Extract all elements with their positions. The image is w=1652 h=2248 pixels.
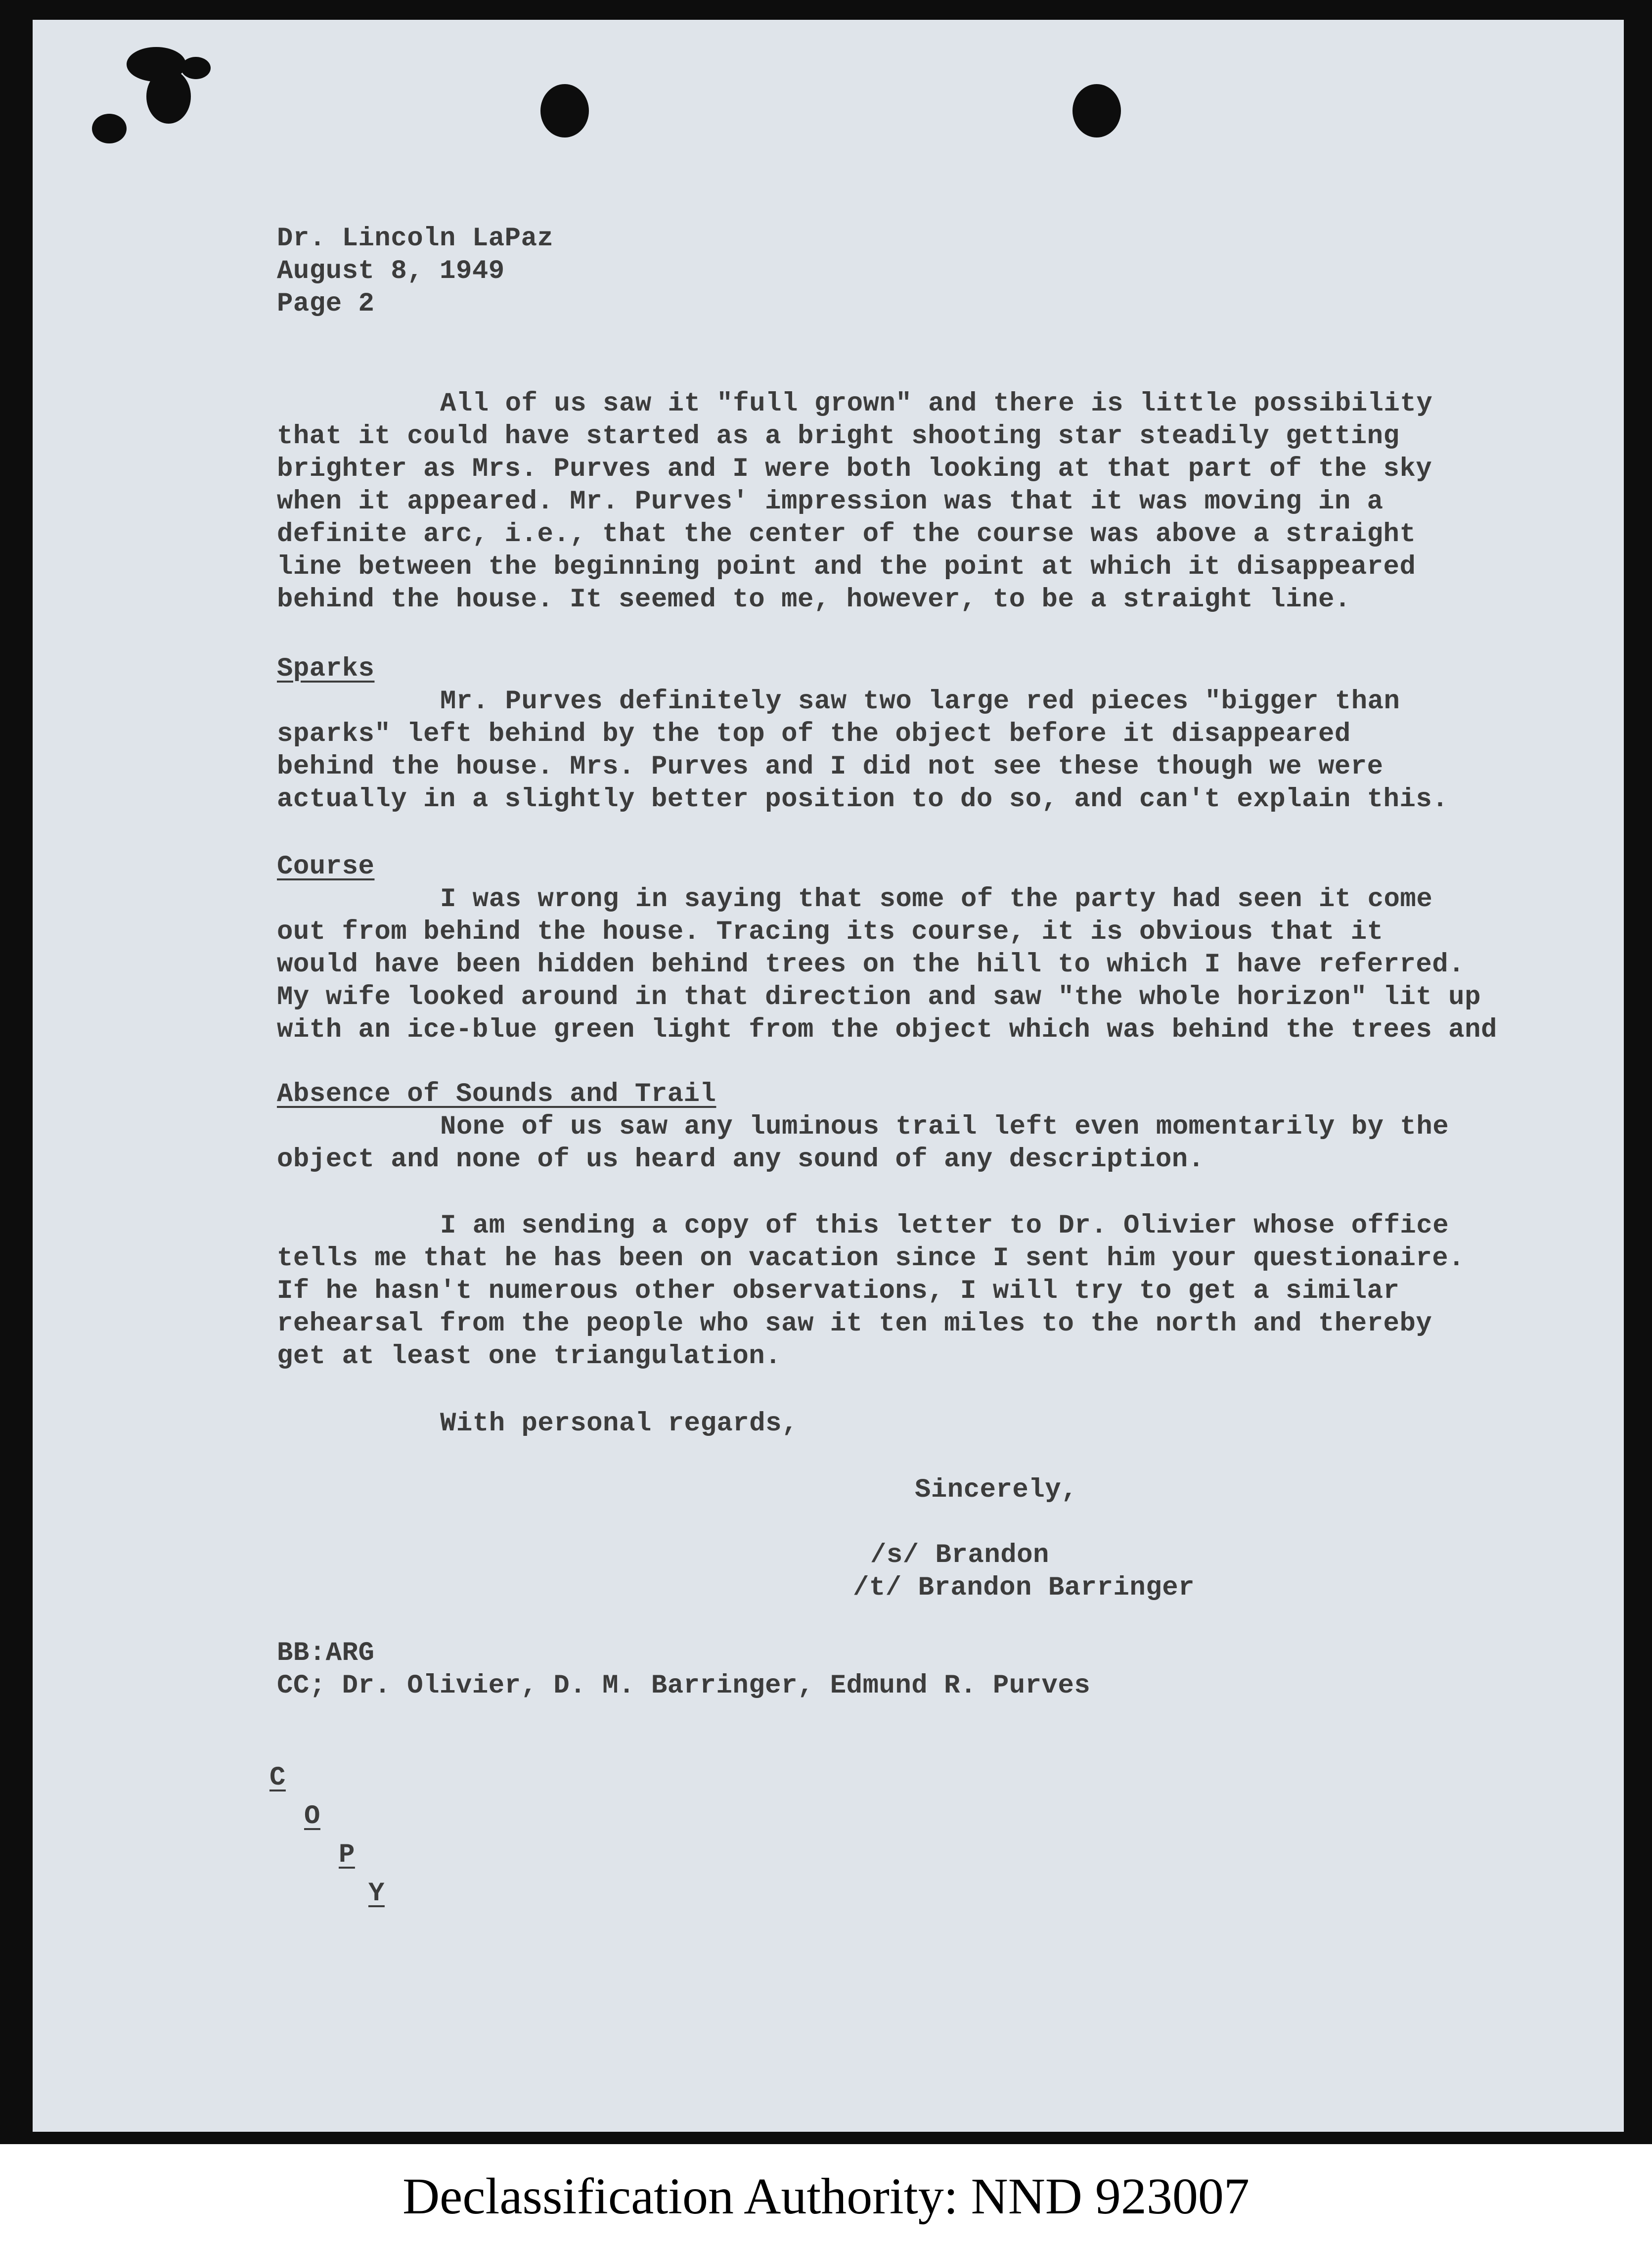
page-number: Page 2 — [277, 289, 375, 319]
torn-corner — [181, 57, 211, 79]
paragraph-line: would have been hidden behind trees on the hill to which I have referred. — [277, 950, 1465, 980]
paragraph-line: actually in a slightly better position to do so, and can't explain this. — [277, 784, 1449, 815]
copy-letter: O — [304, 1801, 320, 1832]
section-heading: Absence of Sounds and Trail — [277, 1079, 716, 1109]
paragraph-line: behind the house. It seemed to me, however, to be a straight line. — [277, 585, 1351, 615]
paragraph-line: object and none of us heard any sound of any description. — [277, 1145, 1205, 1175]
paragraph-line: I am sending a copy of this letter to Dr. Olivier whose office — [440, 1211, 1449, 1241]
initials: BB:ARG — [277, 1638, 375, 1668]
paragraph-line: with an ice-blue green light from the object which was behind the trees and — [277, 1015, 1497, 1045]
date-line: August 8, 1949 — [277, 256, 505, 286]
copy-letter: Y — [368, 1879, 385, 1909]
paragraph-line: out from behind the house. Tracing its course, it is obvious that it — [277, 917, 1384, 947]
letter-page — [33, 20, 1624, 2132]
torn-corner — [146, 69, 191, 124]
paragraph-line: brighter as Mrs. Purves and I were both looking at that part of the sky — [277, 454, 1432, 484]
paragraph-line: tells me that he has been on vacation since I sent him your questionaire. — [277, 1243, 1465, 1274]
section-heading: Course — [277, 852, 375, 882]
torn-corner — [92, 114, 127, 143]
paragraph-line: when it appeared. Mr. Purves' impression was that it was moving in a — [277, 487, 1384, 517]
paragraph-line: line between the beginning point and the point at which it disappeared — [277, 552, 1416, 582]
copy-letter: P — [339, 1840, 355, 1870]
punch-hole-right — [1072, 84, 1121, 138]
paragraph-line: rehearsal from the people who saw it ten miles to the north and thereby — [277, 1309, 1432, 1339]
sign-off: Sincerely, — [915, 1475, 1078, 1505]
paragraph-line: My wife looked around in that direction and saw "the whole horizon" lit up — [277, 982, 1481, 1012]
cc-line: CC; Dr. Olivier, D. M. Barringer, Edmund R. Purves — [277, 1671, 1091, 1701]
paragraph-line: get at least one triangulation. — [277, 1341, 782, 1372]
copy-letter: C — [269, 1763, 286, 1793]
paragraph-line: If he hasn't numerous other observations, I will try to get a similar — [277, 1276, 1400, 1306]
paragraph-line: behind the house. Mrs. Purves and I did not see these though we were — [277, 752, 1384, 782]
declassification-footer — [0, 2144, 1652, 2248]
paragraph-line: that it could have started as a bright shooting star steadily getting — [277, 421, 1400, 452]
section-heading: Sparks — [277, 654, 375, 684]
recipient-line: Dr. Lincoln LaPaz — [277, 224, 554, 254]
paragraph-line: Mr. Purves definitely saw two large red pieces "bigger than — [440, 687, 1400, 717]
punch-hole-left — [540, 84, 589, 138]
typed-name: /t/ Brandon Barringer — [853, 1573, 1195, 1603]
signature-line: /s/ Brandon — [870, 1540, 1049, 1570]
regards: With personal regards, — [440, 1409, 798, 1439]
paragraph-line: All of us saw it "full grown" and there is little possibility — [440, 389, 1433, 419]
paragraph-line: definite arc, i.e., that the center of the course was above a straight — [277, 519, 1416, 550]
paragraph-line: None of us saw any luminous trail left even momentarily by the — [440, 1112, 1449, 1142]
paragraph-line: sparks" left behind by the top of the object before it disappeared — [277, 719, 1351, 749]
declassification-text: Declassification Authority: NND 923007 — [402, 2167, 1250, 2225]
paragraph-line: I was wrong in saying that some of the party had seen it come — [440, 884, 1433, 915]
